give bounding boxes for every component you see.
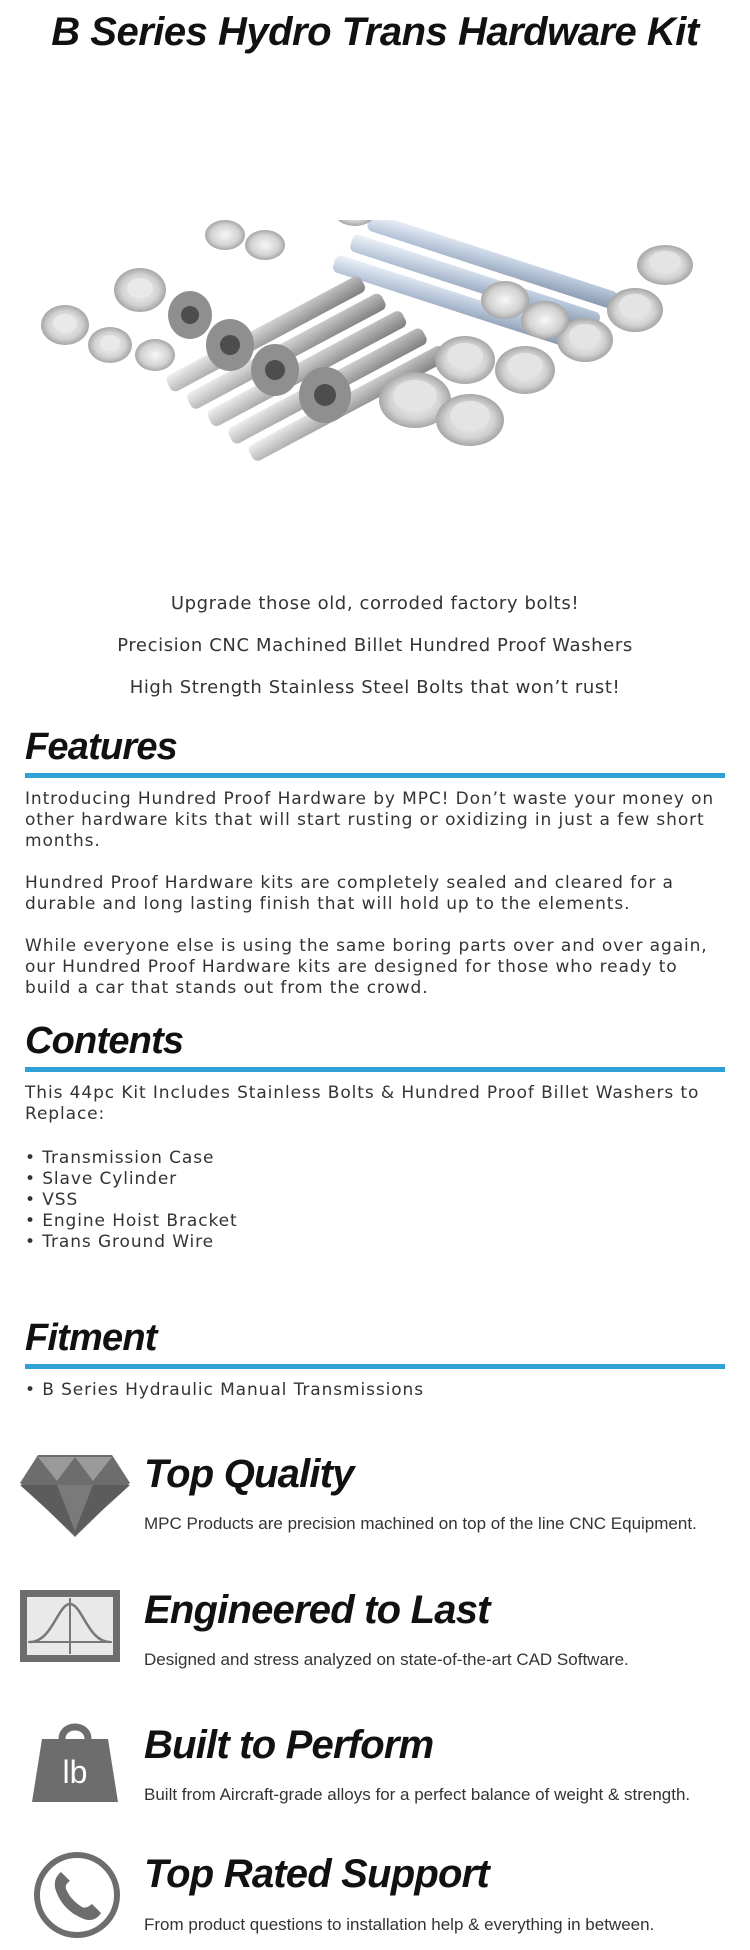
- phone-icon: [32, 1850, 122, 1940]
- selling-point-title-quality: Top Quality: [144, 1452, 354, 1496]
- tagline-bolts: High Strength Stainless Steel Bolts that won’t rust!: [129, 677, 621, 698]
- bell-curve-graph-icon: [20, 1590, 120, 1662]
- list-item: • Trans Ground Wire: [25, 1232, 215, 1252]
- features-heading: Features: [25, 726, 178, 768]
- list-item: • Transmission Case: [25, 1148, 215, 1168]
- selling-point-desc-perform: Built from Aircraft-grade alloys for a perfect balance of weight & strength.: [144, 1785, 691, 1804]
- fitment-rule: [25, 1364, 725, 1369]
- tagline-upgrade: Upgrade those old, corroded factory bolts!: [170, 593, 580, 614]
- contents-intro: This 44pc Kit Includes Stainless Bolts & Hundred Proof Billet Washers to Replace:: [25, 1083, 700, 1124]
- list-item: • VSS: [25, 1190, 79, 1210]
- diamond-icon: [20, 1455, 130, 1537]
- selling-point-desc-engineered: Designed and stress analyzed on state-of-the-art CAD Software.: [144, 1650, 629, 1669]
- product-image: [25, 220, 750, 510]
- features-paragraph-sealed: Hundred Proof Hardware kits are completely sealed and cleared for a durable and long lasting finish that will hold up to the elements.: [25, 873, 674, 914]
- fitment-heading: Fitment: [25, 1317, 157, 1359]
- contents-rule: [25, 1067, 725, 1072]
- selling-point-title-support: Top Rated Support: [144, 1852, 489, 1896]
- weight-lb-icon: [30, 1717, 120, 1802]
- list-item: • B Series Hydraulic Manual Transmissions: [25, 1380, 424, 1400]
- fitment-list: [25, 1380, 725, 1401]
- features-paragraph-intro: Introducing Hundred Proof Hardware by MPC! Don’t waste your money on other hardware kits that will start rusting or oxidizing in just a few short months.: [25, 789, 715, 851]
- features-rule: [25, 773, 725, 778]
- weight-lb-label: lb: [62, 1754, 88, 1790]
- selling-point-title-engineered: Engineered to Last: [144, 1588, 490, 1632]
- selling-point-title-perform: Built to Perform: [144, 1723, 434, 1767]
- list-item: • Slave Cylinder: [25, 1169, 178, 1189]
- page-title: B Series Hydro Trans Hardware Kit: [51, 10, 699, 54]
- selling-point-desc-support: From product questions to installation help & everything in between.: [144, 1915, 655, 1934]
- contents-list: [25, 1148, 725, 1253]
- contents-heading: Contents: [25, 1020, 184, 1062]
- features-paragraph-standout: While everyone else is using the same boring parts over and over again, our Hundred Proof Hardware kits are designed for those who ready to build a car that stands out from the crowd.: [25, 936, 708, 998]
- tagline-washers: Precision CNC Machined Billet Hundred Proof Washers: [117, 635, 633, 656]
- selling-point-desc-quality: MPC Products are precision machined on top of the line CNC Equipment.: [144, 1514, 697, 1533]
- list-item: • Engine Hoist Bracket: [25, 1211, 238, 1231]
